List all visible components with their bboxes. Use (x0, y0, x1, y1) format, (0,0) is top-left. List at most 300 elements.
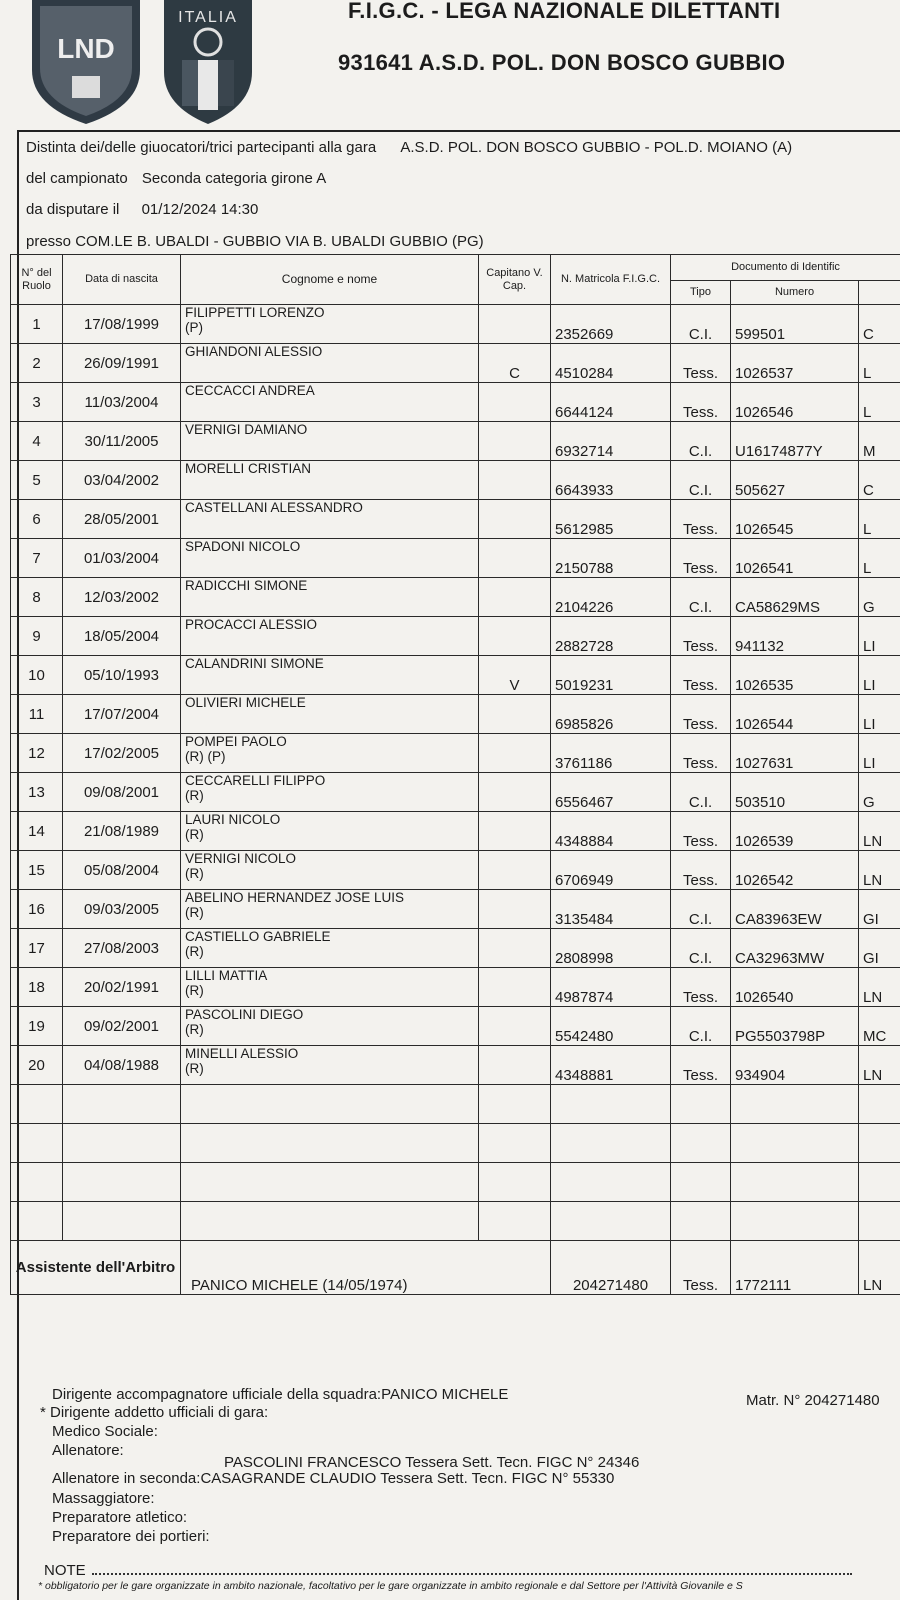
cell-ruolo: 19 (11, 1007, 63, 1046)
cell-ruolo: 10 (11, 656, 63, 695)
empty-cell (859, 1163, 900, 1202)
cell-matricola: 2104226 (551, 578, 671, 617)
cell-doc-extra: LN (859, 968, 900, 1007)
cell-player-name (181, 1007, 479, 1046)
notes-line (44, 1562, 852, 1579)
cell-captain (479, 1046, 551, 1085)
player-note: (R) (185, 866, 204, 881)
player-name-text: CALANDRINI SIMONE (185, 656, 324, 671)
empty-cell (551, 1124, 671, 1163)
cell-doc-extra: LI (859, 734, 900, 773)
cell-player-name (181, 461, 479, 500)
cell-player-name (181, 968, 479, 1007)
campionato-value: Seconda categoria girone A (141, 170, 327, 187)
cell-doc-extra: G (859, 773, 900, 812)
lnd-logo (28, 0, 144, 124)
cell-captain (479, 617, 551, 656)
cell-matricola: 3135484 (551, 890, 671, 929)
roster-table (10, 254, 900, 1295)
cell-doc-numero: 1027631 (731, 734, 859, 773)
header-ruolo: N° del Ruolo (11, 255, 63, 305)
cell-matricola: 6706949 (551, 851, 671, 890)
cell-matricola: 4987874 (551, 968, 671, 1007)
distinta-label: Distinta dei/delle giuocatori/trici partecipanti alla gara (26, 139, 377, 156)
empty-cell (181, 1163, 479, 1202)
cell-ruolo: 2 (11, 344, 63, 383)
campionato-line (26, 170, 326, 187)
cell-ruolo: 11 (11, 695, 63, 734)
cell-player-name (181, 305, 479, 344)
cell-doc-numero: 1026541 (731, 539, 859, 578)
table-row (11, 383, 900, 422)
cell-dob: 17/08/1999 (63, 305, 181, 344)
player-note: (P) (185, 320, 203, 335)
presso-value: COM.LE B. UBALDI - GUBBIO VIA B. UBALDI GUBBIO (PG) (75, 233, 484, 250)
header-nascita: Data di nascita (63, 255, 181, 305)
cell-player-name (181, 773, 479, 812)
player-name-text: PASCOLINI DIEGO (185, 1007, 304, 1022)
cell-matricola: 6643933 (551, 461, 671, 500)
allenatore-value: PASCOLINI FRANCESCO Tessera Sett. Tecn. FIGC N° 24346 (224, 1454, 640, 1471)
table-row (11, 539, 900, 578)
empty-cell (671, 1163, 731, 1202)
cell-dob: 27/08/2003 (63, 929, 181, 968)
cell-captain: V (479, 656, 551, 695)
cell-dob: 09/03/2005 (63, 890, 181, 929)
cell-ruolo: 5 (11, 461, 63, 500)
player-name-text: GHIANDONI ALESSIO (185, 344, 323, 359)
cell-doc-numero: CA58629MS (731, 578, 859, 617)
presso-label: presso (26, 233, 72, 250)
empty-cell (63, 1085, 181, 1124)
empty-row (11, 1202, 900, 1241)
footnote: * obbligatorio per le gare organizzate in ambito nazionale, facoltativo per le gare organizzate in ambito regionale e dal Settore per l'Attività Giovanile e S (38, 1580, 743, 1592)
empty-cell (479, 1124, 551, 1163)
table-row (11, 656, 900, 695)
player-note: (R) (185, 983, 204, 998)
table-row (11, 851, 900, 890)
cell-doc-numero: 505627 (731, 461, 859, 500)
cell-matricola: 4348884 (551, 812, 671, 851)
cell-dob: 18/05/2004 (63, 617, 181, 656)
cell-captain (479, 812, 551, 851)
cell-player-name (181, 812, 479, 851)
cell-doc-tipo: Tess. (671, 539, 731, 578)
cell-dob: 05/10/1993 (63, 656, 181, 695)
dirigente-gara-label: * Dirigente addetto ufficiali di gara: (40, 1404, 269, 1421)
player-name-text: CASTIELLO GABRIELE (185, 929, 331, 944)
cell-dob: 09/08/2001 (63, 773, 181, 812)
empty-cell (551, 1163, 671, 1202)
cell-player-name (181, 656, 479, 695)
empty-cell (859, 1124, 900, 1163)
header-matricola: N. Matricola F.I.G.C. (551, 255, 671, 305)
table-row (11, 422, 900, 461)
table-row (11, 734, 900, 773)
cell-dob: 11/03/2004 (63, 383, 181, 422)
empty-cell (731, 1124, 859, 1163)
cell-matricola: 6644124 (551, 383, 671, 422)
cell-doc-numero: 934904 (731, 1046, 859, 1085)
cell-doc-extra: GI (859, 929, 900, 968)
allenatore2-line (52, 1470, 614, 1487)
cell-doc-extra: L (859, 539, 900, 578)
player-name-text: POMPEI PAOLO (185, 734, 287, 749)
cell-doc-extra: L (859, 383, 900, 422)
cell-captain (479, 500, 551, 539)
cell-ruolo: 1 (11, 305, 63, 344)
cell-doc-tipo: Tess. (671, 500, 731, 539)
cell-captain (479, 851, 551, 890)
table-row (11, 773, 900, 812)
cell-doc-numero: 1026537 (731, 344, 859, 383)
player-note: (R) (185, 1061, 204, 1076)
empty-cell (63, 1163, 181, 1202)
cell-player-name (181, 734, 479, 773)
cell-matricola: 3761186 (551, 734, 671, 773)
cell-matricola: 4510284 (551, 344, 671, 383)
table-row (11, 968, 900, 1007)
cell-dob: 12/03/2002 (63, 578, 181, 617)
cell-doc-tipo: Tess. (671, 968, 731, 1007)
cell-player-name (181, 344, 479, 383)
cell-matricola: 5612985 (551, 500, 671, 539)
medico-label: Medico Sociale: (52, 1423, 158, 1440)
header-numero: Numero (731, 281, 859, 305)
cell-doc-numero: CA83963EW (731, 890, 859, 929)
cell-player-name (181, 851, 479, 890)
player-name-text: ABELINO HERNANDEZ JOSE LUIS (185, 890, 405, 905)
cell-matricola: 6556467 (551, 773, 671, 812)
empty-cell (731, 1163, 859, 1202)
cell-doc-extra: LI (859, 695, 900, 734)
cell-doc-numero: 1026535 (731, 656, 859, 695)
empty-cell (63, 1202, 181, 1241)
dirigente-value: PANICO MICHELE (381, 1386, 509, 1403)
cell-dob: 03/04/2002 (63, 461, 181, 500)
empty-cell (479, 1163, 551, 1202)
cell-doc-tipo: C.I. (671, 461, 731, 500)
assistant-row (11, 1241, 900, 1295)
cell-player-name (181, 578, 479, 617)
header-nome: Cognome e nome (181, 255, 479, 305)
cell-matricola: 5019231 (551, 656, 671, 695)
empty-cell (181, 1085, 479, 1124)
cell-player-name (181, 383, 479, 422)
cell-matricola: 2352669 (551, 305, 671, 344)
cell-doc-numero: 1026546 (731, 383, 859, 422)
cell-dob: 20/02/1991 (63, 968, 181, 1007)
dirigente-line (52, 1386, 508, 1403)
player-note: (R) (185, 827, 204, 842)
table-row (11, 617, 900, 656)
cell-doc-extra: LI (859, 617, 900, 656)
cell-doc-tipo: C.I. (671, 773, 731, 812)
cell-player-name (181, 695, 479, 734)
cell-doc-extra: LN (859, 812, 900, 851)
player-note: (R) (185, 905, 204, 920)
cell-captain (479, 539, 551, 578)
cell-player-name (181, 617, 479, 656)
preparatore-label: Preparatore atletico: (52, 1509, 188, 1526)
cell-player-name (181, 890, 479, 929)
cell-captain (479, 773, 551, 812)
club-title: 931641 A.S.D. POL. DON BOSCO GUBBIO (338, 50, 786, 75)
massaggiatore-label: Massaggiatore: (52, 1490, 155, 1507)
cell-captain (479, 929, 551, 968)
assistant-tipo: Tess. (671, 1241, 731, 1295)
italia-logo (162, 0, 254, 124)
player-note: (R) (P) (185, 749, 226, 764)
cell-doc-tipo: C.I. (671, 890, 731, 929)
cell-doc-extra: L (859, 500, 900, 539)
cell-ruolo: 4 (11, 422, 63, 461)
player-name-text: SPADONI NICOLO (185, 539, 301, 554)
table-row (11, 578, 900, 617)
matr-line (746, 1392, 880, 1409)
empty-row (11, 1124, 900, 1163)
allenatore2-label: Allenatore in seconda: (52, 1470, 201, 1487)
cell-ruolo: 13 (11, 773, 63, 812)
table-row (11, 305, 900, 344)
cell-doc-extra: L (859, 344, 900, 383)
cell-doc-extra: M (859, 422, 900, 461)
empty-cell (859, 1202, 900, 1241)
cell-ruolo: 16 (11, 890, 63, 929)
empty-cell (731, 1202, 859, 1241)
cell-doc-tipo: C.I. (671, 305, 731, 344)
empty-cell (11, 1085, 63, 1124)
cell-doc-tipo: Tess. (671, 617, 731, 656)
cell-doc-numero: 1026544 (731, 695, 859, 734)
cell-dob: 04/08/1988 (63, 1046, 181, 1085)
cell-doc-tipo: Tess. (671, 1046, 731, 1085)
cell-doc-tipo: C.I. (671, 578, 731, 617)
cell-captain (479, 461, 551, 500)
empty-cell (11, 1163, 63, 1202)
cell-ruolo: 18 (11, 968, 63, 1007)
cell-doc-tipo: Tess. (671, 656, 731, 695)
empty-cell (181, 1124, 479, 1163)
cell-captain (479, 968, 551, 1007)
cell-captain (479, 383, 551, 422)
table-row (11, 695, 900, 734)
dirigente-label: Dirigente accompagnatore ufficiale della squadra: (52, 1386, 382, 1403)
empty-rows (11, 1085, 900, 1241)
cell-doc-extra: GI (859, 890, 900, 929)
cell-doc-tipo: Tess. (671, 695, 731, 734)
cell-doc-numero: 503510 (731, 773, 859, 812)
cell-matricola: 6932714 (551, 422, 671, 461)
cell-captain (479, 695, 551, 734)
player-name-text: VERNIGI NICOLO (185, 851, 297, 866)
player-name-text: CECCACCI ANDREA (185, 383, 315, 398)
table-row (11, 890, 900, 929)
cell-doc-numero: 941132 (731, 617, 859, 656)
cell-doc-extra: LN (859, 1046, 900, 1085)
header-extra (859, 281, 900, 305)
table-row (11, 500, 900, 539)
notes-label: NOTE (44, 1562, 86, 1579)
empty-cell (11, 1202, 63, 1241)
empty-cell (731, 1085, 859, 1124)
cell-matricola: 2882728 (551, 617, 671, 656)
cell-doc-numero: 1026545 (731, 500, 859, 539)
data-value: 01/12/2024 14:30 (141, 201, 259, 218)
cell-player-name (181, 929, 479, 968)
cell-captain (479, 1007, 551, 1046)
distinta-line (26, 139, 792, 156)
player-name-text: RADICCHI SIMONE (185, 578, 308, 593)
assistant-num: 1772111 (731, 1241, 859, 1295)
campionato-label: del campionato (26, 170, 128, 187)
cell-captain (479, 734, 551, 773)
cell-matricola: 2808998 (551, 929, 671, 968)
cell-doc-numero: CA32963MW (731, 929, 859, 968)
cell-player-name (181, 422, 479, 461)
cell-dob: 09/02/2001 (63, 1007, 181, 1046)
cell-dob: 17/02/2005 (63, 734, 181, 773)
cell-doc-tipo: Tess. (671, 383, 731, 422)
assistant-label: Assistente dell'Arbitro (11, 1241, 181, 1295)
cell-captain (479, 578, 551, 617)
cell-dob: 28/05/2001 (63, 500, 181, 539)
header-tipo: Tipo (671, 281, 731, 305)
cell-dob: 30/11/2005 (63, 422, 181, 461)
player-note: (R) (185, 944, 204, 959)
roster-body (11, 305, 900, 1085)
header-capitano: Capitano V. Cap. (479, 255, 551, 305)
empty-cell (11, 1124, 63, 1163)
cell-doc-tipo: C.I. (671, 422, 731, 461)
cell-captain: C (479, 344, 551, 383)
empty-cell (181, 1202, 479, 1241)
player-name-text: MINELLI ALESSIO (185, 1046, 299, 1061)
table-row (11, 344, 900, 383)
player-name-text: CASTELLANI ALESSANDRO (185, 500, 363, 515)
empty-cell (479, 1202, 551, 1241)
cell-doc-tipo: C.I. (671, 1007, 731, 1046)
cell-ruolo: 8 (11, 578, 63, 617)
empty-row (11, 1085, 900, 1124)
cell-matricola: 2150788 (551, 539, 671, 578)
cell-ruolo: 6 (11, 500, 63, 539)
empty-row (11, 1163, 900, 1202)
empty-cell (671, 1085, 731, 1124)
assistant-extra: LN (859, 1241, 900, 1295)
player-name-text: LAURI NICOLO (185, 812, 281, 827)
cell-doc-extra: MC (859, 1007, 900, 1046)
cell-doc-extra: LI (859, 656, 900, 695)
cell-ruolo: 14 (11, 812, 63, 851)
player-name-text: MORELLI CRISTIAN (185, 461, 312, 476)
player-name-text: FILIPPETTI LORENZO (185, 305, 325, 320)
match-value: A.S.D. POL. DON BOSCO GUBBIO - POL.D. MOIANO (A) (400, 139, 793, 156)
cell-ruolo: 12 (11, 734, 63, 773)
header-documento: Documento di Identific (671, 255, 900, 281)
cell-dob: 17/07/2004 (63, 695, 181, 734)
player-note: (R) (185, 788, 204, 803)
cell-doc-tipo: Tess. (671, 344, 731, 383)
italia-logo-text: ITALIA (178, 9, 238, 26)
player-name-text: CECCARELLI FILIPPO (185, 773, 326, 788)
empty-cell (671, 1202, 731, 1241)
cell-ruolo: 7 (11, 539, 63, 578)
cell-matricola: 5542480 (551, 1007, 671, 1046)
cell-player-name (181, 1046, 479, 1085)
cell-doc-numero: 1026539 (731, 812, 859, 851)
player-name-text: PROCACCI ALESSIO (185, 617, 318, 632)
cell-ruolo: 15 (11, 851, 63, 890)
cell-doc-numero: 1026542 (731, 851, 859, 890)
cell-dob: 05/08/2004 (63, 851, 181, 890)
player-name-text: OLIVIERI MICHELE (185, 695, 306, 710)
cell-dob: 01/03/2004 (63, 539, 181, 578)
cell-matricola: 4348881 (551, 1046, 671, 1085)
table-row (11, 461, 900, 500)
matr-label: Matr. N° (746, 1392, 801, 1409)
table-row (11, 1046, 900, 1085)
cell-ruolo: 9 (11, 617, 63, 656)
cell-dob: 26/09/1991 (63, 344, 181, 383)
cell-doc-extra: LN (859, 851, 900, 890)
empty-cell (479, 1085, 551, 1124)
federation-title: F.I.G.C. - LEGA NAZIONALE DILETTANTI (348, 0, 781, 23)
cell-captain (479, 305, 551, 344)
player-name-text: VERNIGI DAMIANO (185, 422, 308, 437)
assistant-mat: 204271480 (551, 1241, 671, 1295)
player-name-text: LILLI MATTIA (185, 968, 268, 983)
cell-player-name (181, 500, 479, 539)
cell-ruolo: 3 (11, 383, 63, 422)
cell-doc-numero: 1026540 (731, 968, 859, 1007)
empty-cell (859, 1085, 900, 1124)
cell-doc-tipo: Tess. (671, 812, 731, 851)
allenatore-label: Allenatore: (52, 1442, 124, 1459)
table-row (11, 1007, 900, 1046)
cell-doc-numero: U16174877Y (731, 422, 859, 461)
assistant-name: PANICO MICHELE (14/05/1974) (181, 1241, 551, 1295)
cell-doc-numero: PG5503798P (731, 1007, 859, 1046)
cell-doc-extra: C (859, 461, 900, 500)
empty-cell (551, 1085, 671, 1124)
empty-cell (63, 1124, 181, 1163)
table-row (11, 812, 900, 851)
cell-dob: 21/08/1989 (63, 812, 181, 851)
table-row (11, 929, 900, 968)
data-label: da disputare il (26, 201, 120, 218)
cell-ruolo: 20 (11, 1046, 63, 1085)
cell-doc-numero: 599501 (731, 305, 859, 344)
lnd-logo-text: LND (57, 33, 115, 64)
portieri-label: Preparatore dei portieri: (52, 1528, 210, 1545)
cell-doc-extra: C (859, 305, 900, 344)
cell-captain (479, 422, 551, 461)
matr-value: 204271480 (804, 1392, 880, 1409)
cell-matricola: 6985826 (551, 695, 671, 734)
data-line (26, 201, 258, 218)
cell-doc-tipo: Tess. (671, 851, 731, 890)
cell-doc-tipo: C.I. (671, 929, 731, 968)
player-note: (R) (185, 1022, 204, 1037)
presso-line (26, 233, 484, 250)
notes-dots (92, 1573, 852, 1575)
empty-cell (671, 1124, 731, 1163)
cell-doc-tipo: Tess. (671, 734, 731, 773)
cell-captain (479, 890, 551, 929)
empty-cell (551, 1202, 671, 1241)
cell-ruolo: 17 (11, 929, 63, 968)
